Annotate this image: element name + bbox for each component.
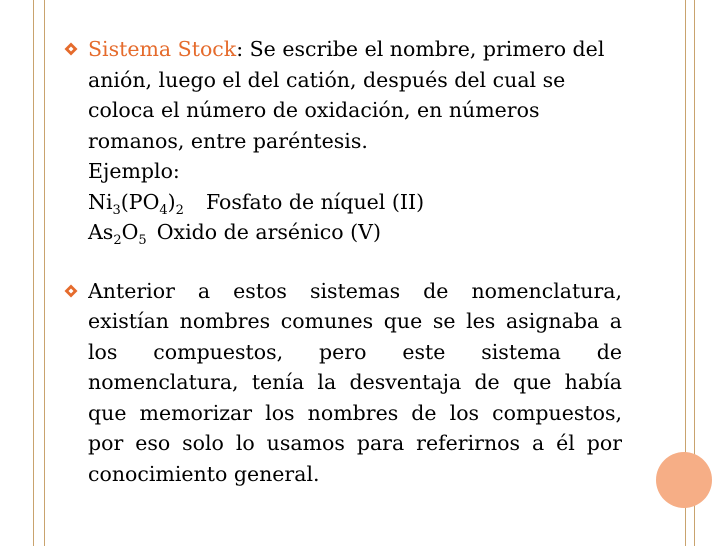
example-arsenic-oxide: $As_2O_5$ Oxido de arsénico (V) xyxy=(88,220,381,248)
bullet1-line-3: coloca el número de oxidación, en números xyxy=(88,98,540,122)
bullet1-line-1: Sistema Stock: Se escribe el nombre, primero del xyxy=(88,37,605,61)
slide-content xyxy=(64,34,622,489)
bullet2-line-1: Anterior a estos sistemas de nomenclatura, xyxy=(88,278,622,303)
bullet-icon xyxy=(64,284,78,298)
bullet1-line-2: anión, luego el del catión, después del cual se xyxy=(88,67,566,92)
example-label: Ejemplo: xyxy=(88,159,180,183)
decorative-circle xyxy=(656,452,712,508)
bullet2-line-5: que memorizar los nombres de los compuestos, xyxy=(88,400,622,425)
left-decorative-rule xyxy=(33,0,45,546)
bullet2-line-3: los compuestos, pero este sistema de xyxy=(88,339,622,364)
bullet-sistema-stock xyxy=(64,34,622,248)
bullet1-line-4: romanos, entre paréntesis. xyxy=(88,128,368,153)
bullet2-line-6: por eso solo lo usamos para referirnos a él por xyxy=(88,431,622,455)
bullet-icon xyxy=(64,42,78,56)
bullet-nombres-comunes xyxy=(64,276,622,490)
bullet2-line-2: existían nombres comunes que se les asignaba a xyxy=(88,309,622,333)
example-nickel-phosphate: $Ni_3(PO_4)_2$ Fosfato de níquel (II) xyxy=(88,189,425,218)
bullet2-line-7: conocimiento general. xyxy=(88,461,320,486)
bullet2-line-4: nomenclatura, tenía la desventaja de que había xyxy=(88,370,622,394)
sistema-stock-term: Sistema Stock xyxy=(88,37,237,61)
